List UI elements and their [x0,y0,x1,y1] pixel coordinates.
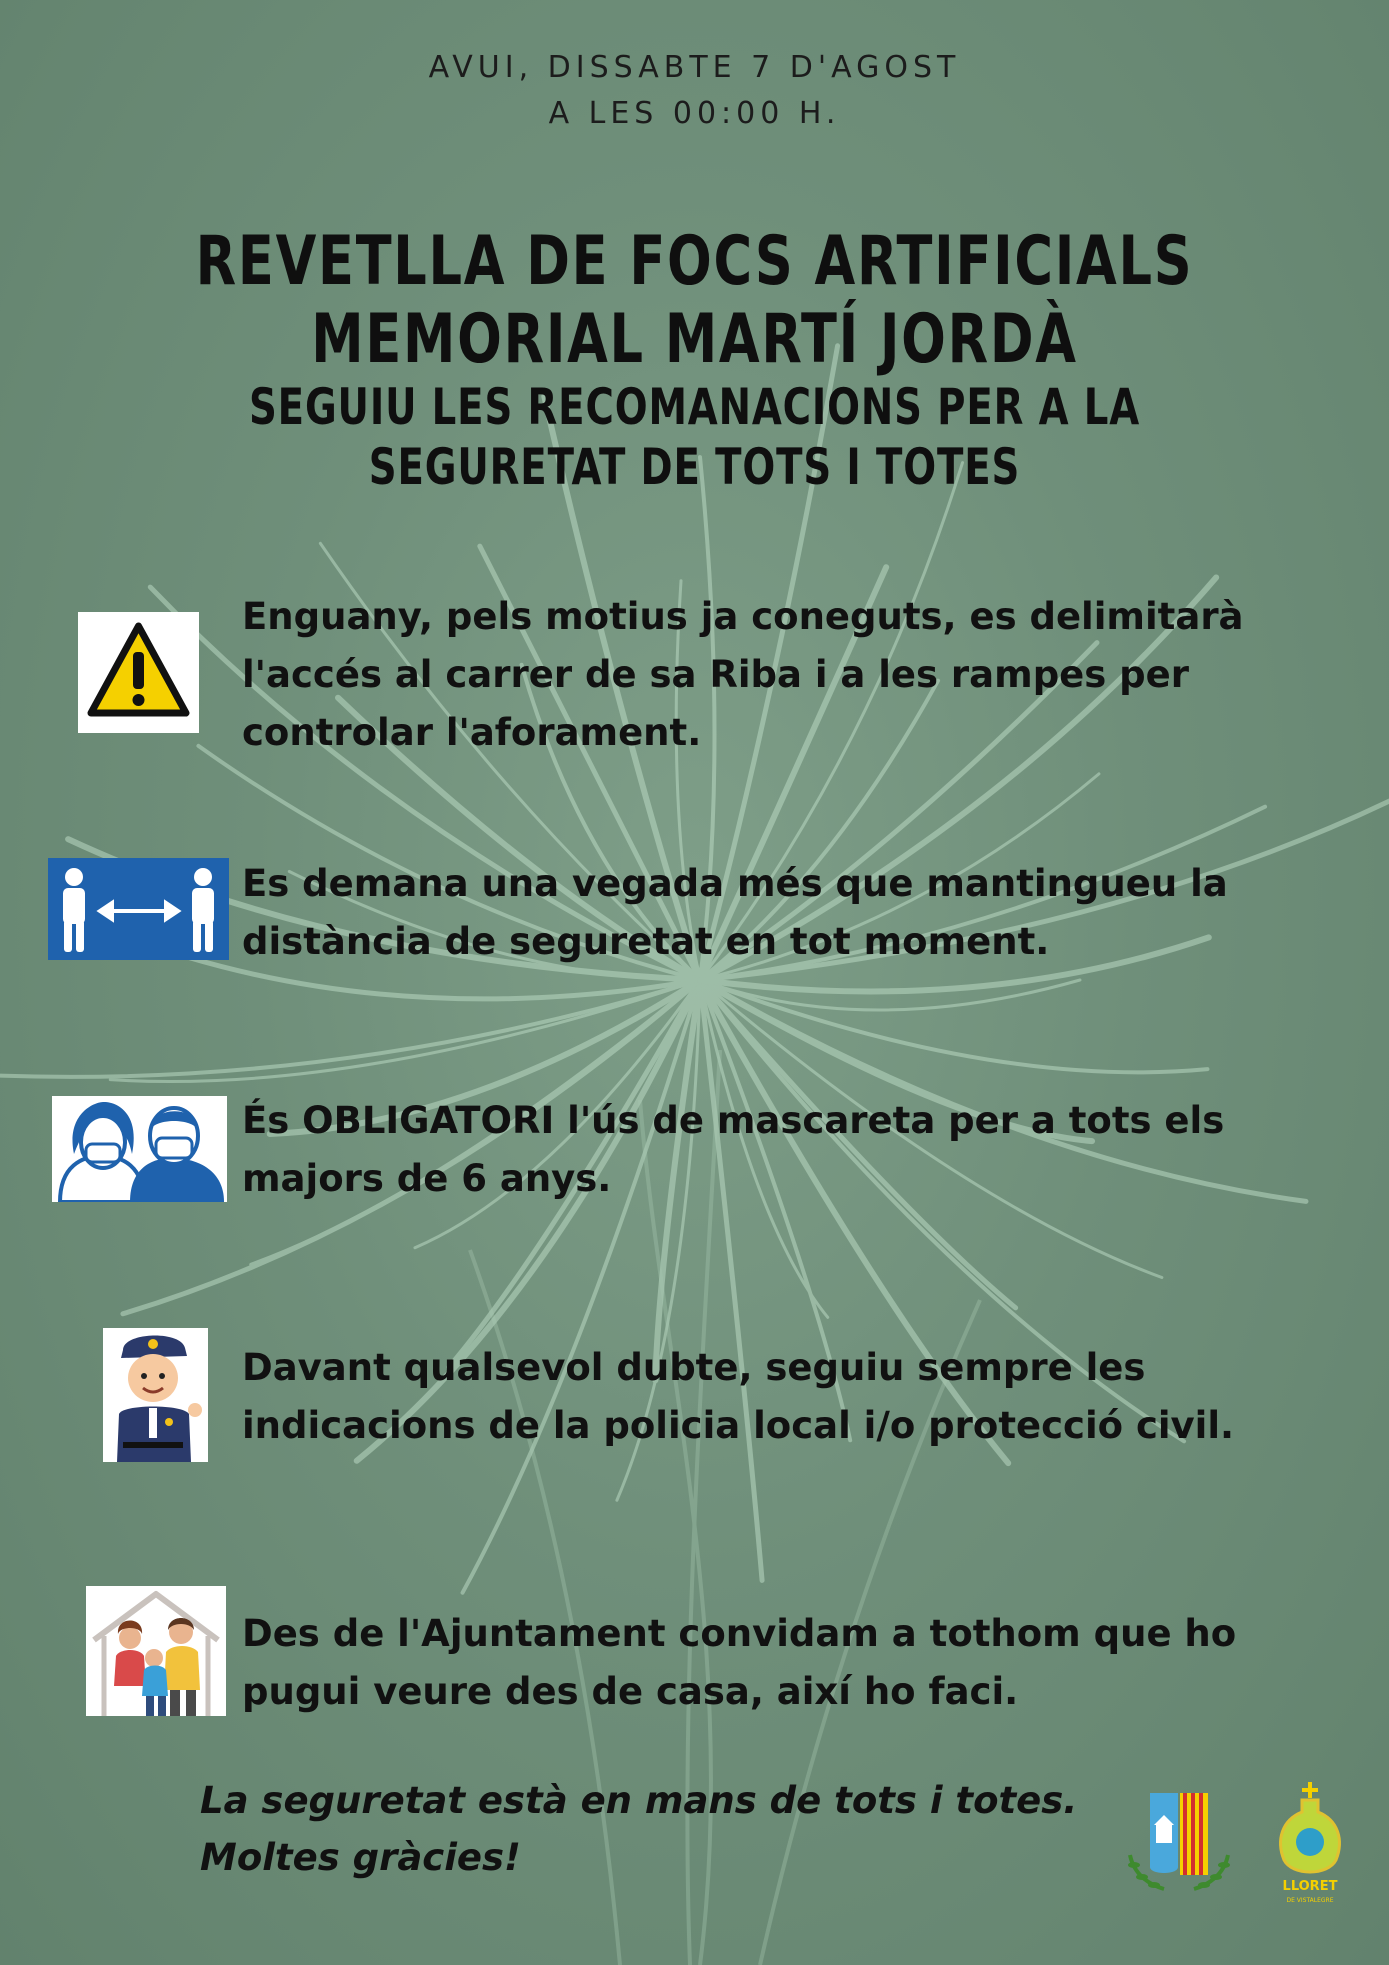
recommendation-distance-line: distància de seguretat en tot moment. [242,920,1050,963]
recommendation-mask-line: És OBLIGATORI l'ús de mascareta per a tots els [242,1099,1225,1142]
event-time: A LES 00:00 H. [548,96,841,131]
warning-icon [78,612,199,733]
recommendation-access-line: controlar l'aforament. [242,711,702,754]
lloret-logo-text: LLORET [1282,1879,1338,1894]
social-distance-icon [48,858,229,960]
lloret-de-vistalegre-logo [1272,1780,1348,1906]
recommendation-stay-home-line: pugui veure des de casa, així ho faci. [242,1670,1019,1713]
face-mask-icon [52,1096,227,1202]
recommendation-access-line: Enguany, pels motius ja coneguts, es delimitarà [242,595,1244,638]
recommendation-mask [242,1092,1302,1208]
municipal-coat-of-arms-logo [1120,1785,1238,1895]
event-title: REVETLLA DE FOCS ARTIFICIALS [195,222,1194,301]
recommendation-access [242,588,1302,762]
lloret-logo-subtext: DE VISTALEGRE [1286,1897,1334,1904]
event-date: AVUI, DISSABTE 7 D'AGOST [428,50,961,85]
recommendation-police [242,1339,1302,1455]
family-home-icon [86,1586,226,1716]
recommendation-distance-line: Es demana una vegada més que mantingueu la [242,862,1228,905]
police-officer-icon [103,1328,208,1462]
closing-line-safety: La seguretat està en mans de tots i totes. [200,1779,1078,1822]
recommendation-stay-home-line: Des de l'Ajuntament convidam a tothom que ho [242,1612,1237,1655]
recommendation-police-line: Davant qualsevol dubte, seguiu sempre les [242,1346,1146,1389]
event-title-memorial: MEMORIAL MARTÍ JORDÀ [311,300,1078,379]
closing-line-thanks: Moltes gràcies! [200,1836,521,1879]
recommendation-distance [242,855,1302,971]
recommendation-access-line: l'accés al carrer de sa Riba i a les rampes per [242,653,1190,696]
recommendation-mask-line: majors de 6 anys. [242,1157,612,1200]
recommendation-stay-home [242,1605,1302,1721]
recommendation-police-line: indicacions de la policia local i/o protecció civil. [242,1404,1235,1447]
recommendations-heading-2: SEGURETAT DE TOTS I TOTES [368,438,1021,496]
recommendations-heading: SEGUIU LES RECOMANACIONS PER A LA [248,378,1141,436]
closing-message [200,1772,1077,1886]
